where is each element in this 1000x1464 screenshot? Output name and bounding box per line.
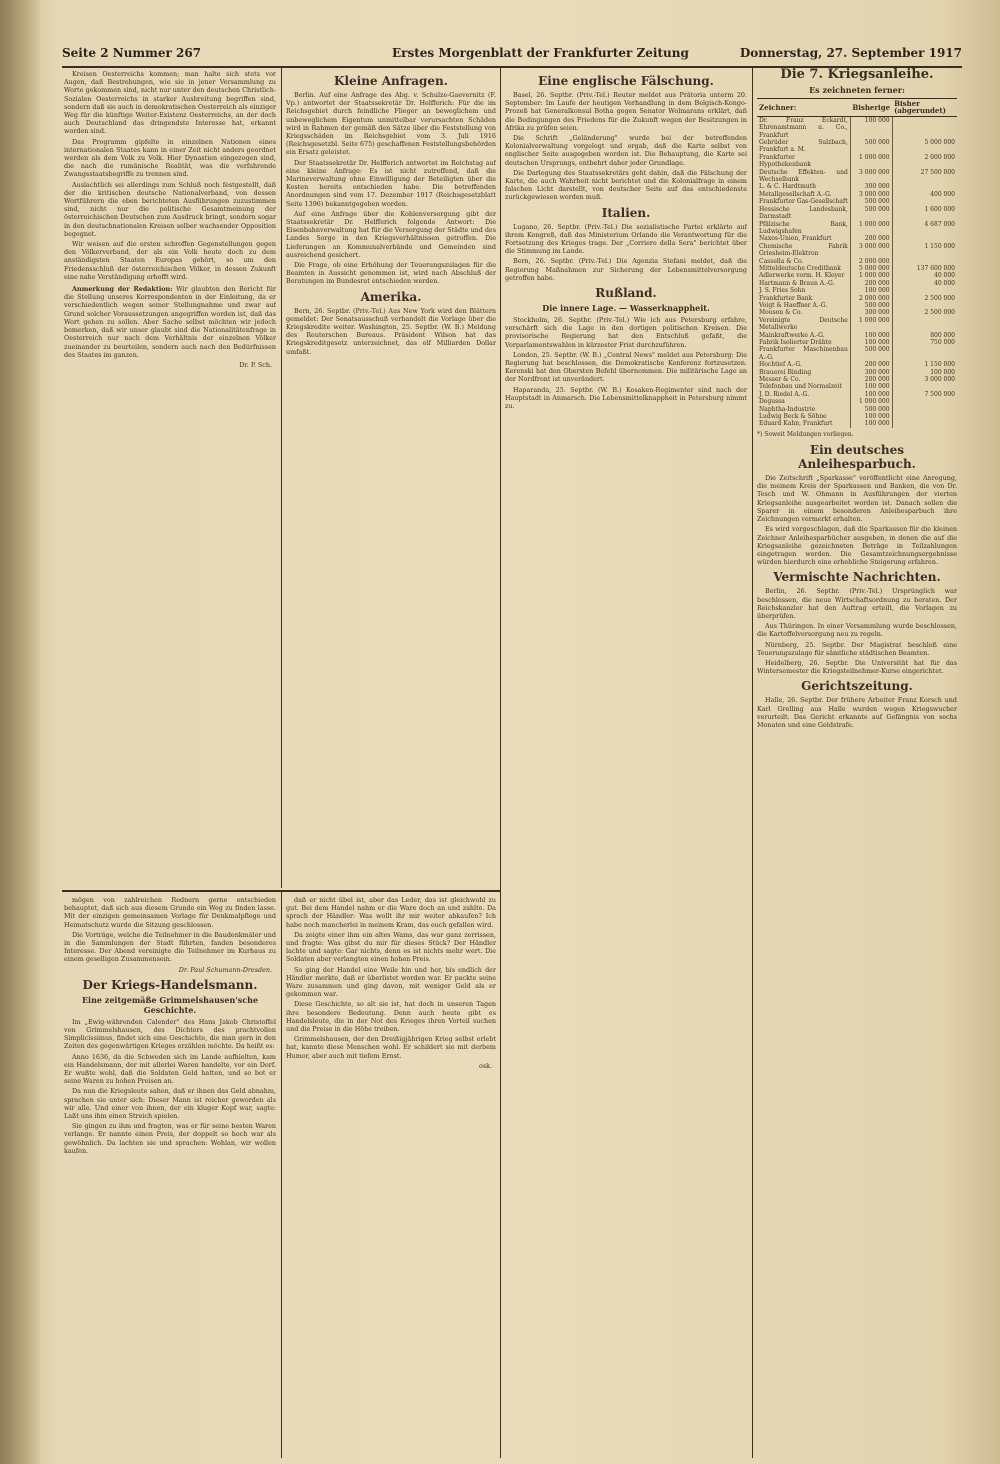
subscription-amount: 300 000	[850, 369, 892, 376]
column-rule	[281, 892, 282, 1458]
subscriber-name: Naphtha-Industrie	[759, 405, 816, 413]
previous-amount: 27 500 000	[892, 169, 957, 184]
subscription-table	[757, 98, 957, 428]
subscription-amount: 200 000	[850, 376, 892, 383]
previous-amount	[892, 413, 957, 420]
previous-amount	[892, 258, 957, 265]
subscriber-name: Degussa	[759, 398, 785, 406]
table-row	[757, 391, 957, 398]
subscription-amount: 500 000	[850, 206, 892, 221]
subscription-amount: 3 000 000	[850, 243, 892, 258]
table-row	[757, 332, 957, 339]
article-paragraph: So ging der Handel eine Weile hin und her, bis endlich der Händler merkte, daß er überlistet worden war. Er packte seine Ware zusammen und ging davon, mit weniger Geld als er gekommen war.	[286, 965, 496, 999]
article-paragraph: Kreisen Oesterreichs kommen; man halte sich stets vor Augen, daß Bestrebungen, wie sie in jener Versammlung zu Worte gekommen sind, nicht nur unter den deutschen Christlich-Sozialen Oesterreichs in starker Ausbreitung begriffen sind, sondern daß sie auch in demokratischen Oesterreich als einziger Weg für die künftige Weiter-Existenz Oesterreichs, an der doch auch Deutschland das dringendste Interesse hat, erkannt worden sind.	[64, 70, 276, 136]
subscription-amount: 100 000	[850, 339, 892, 346]
subscriber-name: Dr. Franz Eckardt, Ehrenamtmann u. Co., Frankfurt	[759, 116, 848, 139]
editorial-note-heading: Anmerkung der Redaktion:	[72, 285, 173, 294]
book-spine	[0, 0, 40, 1464]
article-paragraph: Halle, 26. Septbr. Der frühere Arbeiter Franz Korsch und Karl Grelling aus Halle wurden wegen Kriegswucher verurteilt. Das Gericht erkannte auf Gefängnis von sechs Monaten und eine Geldstrafe.	[757, 696, 957, 729]
subscriber-name: J. S. Fries Sohn	[759, 287, 806, 295]
article-paragraph: Die Vorträge, welche die Teilnehmer in die Baudenkmäler und in die Sammlungen der Stadt führten, fanden besonderes Interesse. Der Abend vereinigte die Teilnehmer im Kurhaus zu einem geselligen Zusammensein.	[64, 930, 276, 964]
table-row	[757, 258, 957, 265]
subscription-amount: 500 000	[850, 406, 892, 413]
article-paragraph: mögen von zahlreichen Rednern gerne entschieden behauptet, daß sich aus diesem Grunde ein Weg zu finden lasse. Mit der einzigen gemeinsamen Vorlage für Denkmalpflege und Heimatschutz wurde die Sitzung geschlossen.	[64, 896, 276, 929]
table-row	[757, 383, 957, 390]
subscriber-name: Frankfurter Maschinenbau A.-G.	[759, 346, 848, 361]
article-paragraph: daß er nicht übel ist, aber das Leder, das ist gleichwohl zu gut. Bei dem Handel nahm er die Ware doch an und zahlte. Da sprach der Händler: Was wollt ihr mir weiter abkaufen? Ich habe noch mancherlei in meinem Kram, das euch gefallen wird.	[286, 896, 496, 929]
subscriber-name: Mitteldeutsche Creditbank	[759, 264, 841, 272]
article-paragraph: London, 25. Septbr. (W. B.) „Central News" meldet aus Petersburg: Die Regierung hat beschlossen, die Demokratische Konferenz fortzusetzen. Kerenski hat den Obersten Befehl übernommen. Die militärische Lage an der Nordfront ist unverändert.	[505, 350, 747, 384]
previous-amount	[892, 116, 957, 139]
table-row	[757, 280, 957, 287]
subscription-amount: 100 000	[850, 383, 892, 390]
article-paragraph: Aus Thüringen. In einer Versammlung wurde beschlossen, die Kartoffelversorgung neu zu regeln.	[757, 622, 957, 639]
subscription-amount: 500 000	[850, 302, 892, 309]
previous-amount	[892, 235, 957, 242]
table-row	[757, 398, 957, 405]
article-paragraph: Bern, 26. Septbr. (Priv.-Tel.) Aus New York wird den Blättern gemeldet: Der Senatsausschuß verhandelt die Vorlage über die Kriegskredite weiter. Washington, 25. Septbr. (W. B.) Meldung des Reuterschen Bureaus. Präsident Wilson hat das Kriegskreditgesetz unterzeichnet, das elf Milliarden Dollar umfaßt.	[286, 306, 496, 356]
column-war-loan	[757, 64, 957, 1456]
article-paragraph: Das Programm gipfelte in einzelnen Nationen eines internationalen Staates kann in einer Zeit nicht anders geordnet werden als dem Volk zu Volk. Hier Dynastien eingezogen sind, die nach die rumänische Realität, was die verfahrende Zwangsstaatsbegriffe zu trennen sind.	[64, 137, 276, 179]
table-row	[757, 154, 957, 169]
previous-amount	[892, 406, 957, 413]
section-title-kriegsanleihe: Die 7. Kriegsanleihe.	[780, 67, 934, 82]
article-paragraph: Grimmelshausen, der den Dreißigjährigen Krieg selbst erlebt hat, kannte diese Menschen wohl. Er schildert sie mit derbem Humor, aber auch mit tiefem Ernst.	[286, 1035, 496, 1060]
subscription-amount: 2 000 000	[850, 258, 892, 265]
subscriber-name: Mainkraftwerke A.-G.	[759, 331, 825, 339]
subscriber-name: Metallgesellschaft A.-G.	[759, 190, 832, 198]
previous-amount	[892, 346, 957, 361]
column-small-inquiries	[286, 70, 496, 886]
previous-amount	[892, 317, 957, 332]
section-title-amerika: Amerika.	[360, 289, 422, 304]
column-austria-article	[64, 70, 276, 886]
article-paragraph: Berlin, 26. Septbr. (Priv.-Tel.) Ursprünglich war beschlossen, die neue Wirtschaftsordnung zu beraten. Der Reichskanzler hat den Auftrag erteilt, die Vorlagen zu überprüfen.	[757, 587, 957, 620]
story-subtitle: Eine zeitgemäße Grimmelshausen'sche Geschichte.	[81, 994, 259, 1015]
header-date: Donnerstag, 27. September 1917	[739, 46, 962, 60]
subsection-title-inner-situation: Die innere Lage. — Wasserknappheit.	[542, 303, 710, 314]
table-row	[757, 272, 957, 279]
section-title-english-forgery: Eine englische Fälschung.	[538, 74, 714, 88]
article-paragraph: Die Darlegung des Staatssekretärs geht dahin, daß die Fälschung der Karte, die auch Wahrheit nicht berichtet und die Kolonialfrage in einem falschen Licht darstellt, von deutscher Seite auf das entschiedenste zurückgewiesen werden muß.	[505, 168, 747, 202]
subscription-amount: 500 000	[850, 346, 892, 361]
table-row	[757, 420, 957, 427]
subscription-amount: 500 000	[850, 198, 892, 205]
subscriber-name: Brauerei Binding	[759, 368, 812, 376]
previous-amount: 4 687 000	[892, 221, 957, 236]
article-paragraph: Lugano, 26. Septbr. (Priv.-Tel.) Die sozialistische Partei erklärte auf ihrem Kongreß, daß das Ministerium Orlando die Verantwortung für die Fortsetzung des Krieges trage. Der „Corriere della Sera" berichtet über die Stimmung im Lande.	[505, 222, 747, 256]
previous-amount: 137 600 000	[892, 265, 957, 272]
editorial-signature: Dr. P. Sch.	[239, 360, 272, 369]
subscriber-name: Cassella & Co.	[759, 257, 804, 265]
subscription-amount: 100 000	[850, 332, 892, 339]
subscription-amount: 100 000	[850, 287, 892, 294]
subscriber-name: Gebrüder Sulzbach, Frankfurt a. M.	[759, 139, 848, 154]
section-title-vermischte: Vermischte Nachrichten.	[773, 570, 941, 585]
previous-amount	[892, 302, 957, 309]
article-paragraph: Heidelberg, 26. Septbr. Die Universität hat für das Wintersemester die Kriegsteilnehmer-Kurse eingerichtet.	[757, 658, 957, 676]
article-paragraph: Stockholm, 26. Septbr. (Priv.-Tel.) Wie ich aus Petersburg erfahre, verschärft sich die Lage in den dortigen politischen Kreisen. Die provisorische Regierung hat den Entschluß gefaßt, die Vorparlamentswahlen in kürzester Frist durchzuführen.	[505, 316, 747, 349]
subscription-amount: 2 000 000	[850, 295, 892, 302]
subscription-amount: 3 000 000	[850, 191, 892, 198]
previous-amount	[892, 420, 957, 427]
previous-amount: 40 000	[892, 272, 957, 279]
previous-amount	[892, 383, 957, 390]
column-feuilleton-continuation	[286, 896, 496, 1456]
article-paragraph: Basel, 26. Septbr. (Priv.-Tel.) Reuter meldet aus Prätoria unterm 20. September: Im Laufe der heutigen Verhandlung in dem Belgisch-Kongo-Prozeß hat Generalkonsul Botha gegen Senator Wolmarans erklärt, daß die Bedingungen des Friedens für die Zukunft wegen der Besitzungen in Afrika zu prüfen seien.	[505, 91, 747, 132]
table-header-amount: Bisherige	[850, 99, 892, 117]
section-title-anleihesparbuch: Ein deutsches Anleihesparbuch.	[798, 443, 916, 472]
column-foreign-news	[505, 70, 747, 1456]
subscriber-name: Pfälzische Bank, Ludwigshafen	[759, 220, 848, 235]
story-signature: osk.	[478, 1061, 492, 1070]
table-row	[757, 221, 957, 236]
section-title-gerichtszeitung: Gerichtszeitung.	[801, 679, 913, 694]
article-paragraph: Auslachtlich sei allerdings zum Schluß noch festgestellt, daß der die kritischen deutsche Nationalverband, von dessen Wortführern die eben berichteten Ausführungen zuzustimmen sind, nicht nur die politische Gesamtmeinung der österreichischen Deutschen zum Ausdruck bringt, sondern sogar in den deutschnationalen Kreisen selber wachsender Opposition begegnet.	[64, 180, 276, 238]
previous-amount: 1 600 000	[892, 206, 957, 221]
subscription-amount: 200 000	[850, 361, 892, 368]
subscription-amount: 100 000	[850, 420, 892, 427]
subscriber-name: Telefonbau und Normalzeit	[759, 383, 842, 391]
table-header-previous: Bisher (abgerundet)	[892, 99, 957, 117]
header-masthead: Erstes Morgenblatt der Frankfurter Zeitung	[392, 46, 689, 60]
previous-amount	[892, 287, 957, 294]
previous-amount: 400 000	[892, 191, 957, 198]
subscriber-name: Frankfurter Gas-Gesellschaft	[759, 198, 848, 206]
subscription-amount: 100 000	[850, 391, 892, 398]
table-row	[757, 406, 957, 413]
article-paragraph: Die Schrift „Geländerung" wurde bei der betreffenden Kolonialverwaltung vorgelegt und ergab, daß die Karte selbst von englischer Seite ausgegeben worden ist. Die Behauptung, die Karte sei deutschen Ursprungs, entbehrt daher jeder Grundlage.	[505, 134, 747, 167]
previous-amount: 40 000	[892, 280, 957, 287]
story-title: Der Kriegs-Handelsmann.	[82, 977, 258, 992]
subscription-amount: 5 000 000	[850, 265, 892, 272]
article-paragraph: Auf eine Anfrage über die Kohlenversorgung gibt der Staatssekretär Dr. Helfferich folgende Antwort: Die Eisenbahnverwaltung hat für die Versorgung der Städte und des Landes Sorge in den Kriegsverhältnissen getroffen. Die Lieferungen an Kommunalverbände und Gemeinden sind ausreichend gesichert.	[286, 209, 496, 259]
article-paragraph: Im „Ewig-währenden Calender" des Hans Jakob Christoffel von Grimmelshausen, des Dichters des prachtvollen Simplicissimus, findet sich eine Geschichte, die man gern in den Zeiten des gegenwärtigen Krieges erzählen möchte. Da heißt es:	[64, 1017, 276, 1051]
column-rule	[500, 68, 501, 1458]
table-row	[757, 183, 957, 190]
column-rule	[281, 68, 282, 888]
subscriber-name: J. D. Riedel A.-G.	[759, 390, 810, 398]
header-page-number: Seite 2 Nummer 267	[62, 46, 202, 60]
table-row	[757, 243, 957, 258]
article-paragraph: Die Zeitschrift „Sparkasse" veröffentlicht eine Anregung, die meinem Kreis der Sparkassen und Banken, die von Dr. Tesch und W. Ohmann in Ausführungen der vierten Kriegsanleihe ausgearbeitet worden ist. Danach sollen die Sparer in einem besonderen Anleihesparbuch ihre Zeichnungen vermerkt erhalten.	[757, 474, 957, 524]
table-row	[757, 413, 957, 420]
article-paragraph: Diese Geschichte, so alt sie ist, hat doch in unseren Tagen ihre besondere Bedeutung. Denn auch heute gibt es Handelsleute, die in der Not des Krieges ihren Vorteil suchen und die Preise in die Höhe treiben.	[286, 1000, 496, 1034]
subscriber-name: Voigt & Haeffner A.-G.	[759, 301, 828, 309]
subscriber-name: Hartmann & Braun A.-G.	[759, 279, 835, 287]
subscription-amount: 1 000 000	[850, 154, 892, 169]
previous-amount: 2 500 000	[892, 295, 957, 302]
article-paragraph: Bern, 26. Septbr. (Priv.-Tel.) Die Agenzia Stefani meldet, daß die Regierung Maßnahmen zur Sicherung der Lebensmittelversorgung getroffen habe.	[505, 257, 747, 282]
table-row	[757, 339, 957, 346]
previous-amount	[892, 398, 957, 405]
subscriber-name: Frankfurter Hypothekenbank	[759, 153, 811, 169]
subscriber-name: Mouson & Co.	[759, 309, 803, 317]
article-paragraph: Anno 1636, da die Schweden sich im Lande aufhielten, kam ein Handelsmann, der mit allerlei Waren handelte, vor ein Dorf. Er wußte wohl, daß die Soldaten Geld hatten, und so bot er seine Waren zu hohen Preisen an.	[64, 1052, 276, 1086]
table-row	[757, 116, 957, 139]
table-row	[757, 235, 957, 242]
table-row	[757, 317, 957, 332]
table-row	[757, 198, 957, 205]
subscription-amount: 1 000 000	[850, 272, 892, 279]
subscriber-name: Ludwig Beck & Söhne	[759, 413, 827, 421]
table-footnote: *) Soweit Meldungen vorliegen.	[757, 430, 854, 438]
table-row	[757, 265, 957, 272]
previous-amount: 100 000	[892, 369, 957, 376]
article-paragraph: Es wird vorgeschlagen, daß die Sparkassen für die kleinen Zeichner Anleihesparbücher ausgeben, in denen die auf die Kriegsanleihe gezeichneten Beträge in Teilzahlungen eingetragen werden. Die Gesamtzeichnungsergebnisse würden hierdurch eine erhebliche Steigerung erfahren.	[757, 525, 957, 567]
previous-amount: 750 000	[892, 339, 957, 346]
subscriber-name: Fabrik Isolierter Drähte	[759, 339, 832, 346]
subscriber-name: Hochtief A.-G.	[759, 361, 802, 369]
previous-amount: 3 000 000	[892, 376, 957, 383]
table-row	[757, 309, 957, 316]
article-paragraph: Da zeigte einer ihm ein altes Wams, das war ganz zerrissen, und fragte: Was gibst du mir für dieses Stück? Der Händler lachte und sagte: Gar nichts, denn es ist nichts mehr wert. Die Soldaten aber verlangten einen hohen Preis.	[286, 930, 496, 964]
subscription-amount: 1 000 000	[850, 398, 892, 405]
table-row	[757, 295, 957, 302]
subscriber-name: Naxos-Union, Frankfurt	[759, 235, 832, 243]
previous-amount: 2 500 000	[892, 309, 957, 316]
subscription-amount: 200 000	[850, 235, 892, 242]
table-row	[757, 361, 957, 368]
column-rule	[752, 68, 753, 1458]
subscriber-name: Frankfurter Bank	[759, 294, 813, 302]
subscriber-name: L. & C. Hardtmuth	[759, 183, 816, 191]
subscription-subtitle: Es zeichneten ferner:	[809, 85, 905, 95]
subscription-amount: 300 000	[850, 309, 892, 316]
section-title-russland: Rußland.	[595, 286, 657, 301]
table-row	[757, 376, 957, 383]
subscription-amount: 100 000	[850, 413, 892, 420]
article-paragraph: Die Frage, ob eine Erhöhung der Teuerungszulagen für die Beamten in Aussicht genommen ist, wird nach Abschluß der Beratungen im Bundesrat entschieden werden.	[286, 261, 496, 286]
subscriber-name: Deutsche Effekten- und Wechselbank	[759, 168, 848, 184]
subscriber-name: Messer & Co.	[759, 376, 801, 384]
editorial-note-text: Wir glaubten den Bericht für die Stellung unseres Korrespondenten in der Einleitung, da er verschiedentlich wegen seiner Stellungnahme und zwar auf Grund solcher Voraussetzungen angegriffen worden ist, daß das Wort gehen zu sollen. Aber Sache selbst möchten wir jedoch bemerken, daß wir unser glaubt sind die Nationalitätenfrage in Oesterreich nur nach dem Verhältnis der einzelnen Völker zueinander zu beurteilen, sondern auch nach den Bedürfnissen des Staates im ganzen.	[64, 285, 276, 359]
author-byline: Dr. Paul Schumann-Dresden.	[178, 965, 272, 974]
table-row	[757, 206, 957, 221]
article-paragraph: Sie gingen zu ihm und fragten, was er für seine besten Waren verlange. Er nannte einen Preis, der doppelt so hoch war als gewöhnlich. Da lachten sie und sprachen: Wohlan, wir wollen kaufen.	[64, 1122, 276, 1155]
table-row	[757, 139, 957, 154]
table-row	[757, 287, 957, 294]
previous-amount: 2 000 000	[892, 154, 957, 169]
article-paragraph: Nürnberg, 25. Septbr. Der Magistrat beschloß eine Teuerungszulage für sämtliche städtischen Beamten.	[757, 640, 957, 657]
article-paragraph: Da nun die Kriegsleute sahen, daß er ihnen das Geld abnahm, sprachen sie unter sich: Dieser Mann ist reicher geworden als wir alle. Und einer von ihnen, der ein kluger Kopf war, sagte: Laßt uns ihm einen Streich spielen.	[64, 1087, 276, 1121]
table-row	[757, 191, 957, 198]
previous-amount	[892, 183, 957, 190]
subscription-amount: 300 000	[850, 183, 892, 190]
previous-amount: 5 000 000	[892, 139, 957, 154]
previous-amount: 7 500 000	[892, 391, 957, 398]
section-title-kleine-anfragen: Kleine Anfragen.	[334, 74, 448, 88]
table-row	[757, 346, 957, 361]
subscriber-name: Adlerwerke vorm. H. Kleyer	[759, 272, 845, 280]
article-paragraph: Der Staatssekretär Dr. Helfferich antwortet im Reichstag auf eine kleine Anfrage: Es ist nicht zutreffend, daß die Marineverwaltung ohne Einwilligung der Beteiligten über die Kosten bereits entschieden habe. Die betreffenden Anordnungen sind vom 17. Dezember 1917 (Reichsgesetzblatt Seite 1396) bekanntgegeben worden.	[286, 158, 496, 208]
subscription-amount: 1 000 000	[850, 317, 892, 332]
table-header-subscriber: Zeichner:	[757, 99, 850, 117]
subscription-amount: 500 000	[850, 139, 892, 154]
previous-amount: 800 000	[892, 332, 957, 339]
subscriber-name: Chemische Fabrik Griesheim-Elektron	[759, 242, 848, 258]
previous-amount: 1 150 000	[892, 243, 957, 258]
table-row	[757, 302, 957, 309]
subscription-amount: 1 000 000	[850, 221, 892, 236]
article-paragraph: Haparanda, 25. Septbr. (W. B.) Kosaken-Regimenter sind nach der Hauptstadt in Anmarsch. Die Lebensmittelknappheit in Petersburg nimmt zu.	[505, 385, 747, 411]
column-feuilleton-story	[64, 896, 276, 1456]
subscriber-name: Eduard Kahn, Frankfurt	[759, 420, 833, 428]
subscriber-name: Vereinigte Deutsche Metallwerke	[759, 316, 848, 332]
article-paragraph: Berlin. Auf eine Anfrage des Abg. v. Schulze-Gaevernitz (F. Vp.) antwortet der Staatssekretär Dr. Helfferich: Für die im Reichsgebiet durch feindliche Flieger an beweglichem und unbeweglichem Eigentum unmittelbar verursachten Schäden wird in Rahmen der gemäß den Sätze über die Feststellung von Kriegsschäden im Reichsgebiet vom 3. Juli 1916 (Reichsgesetzbl. Seite 675) geschaffenen Feststellungsbehörden ein Ersatz geleistet.	[286, 91, 496, 157]
section-title-italien: Italien.	[601, 205, 651, 220]
previous-amount	[892, 198, 957, 205]
table-row	[757, 369, 957, 376]
subscription-amount: 200 000	[850, 280, 892, 287]
previous-amount: 1 150 000	[892, 361, 957, 368]
subscription-amount: 3 000 000	[850, 169, 892, 184]
subscriber-name: Hessische Landesbank, Darmstadt	[759, 205, 848, 221]
article-paragraph: Wir weisen auf die ersten schroffen Gegenstellungen gegen den Völkerverband, der als ein Volk heute doch zu dem anständigsten Staaten Europas gehört, so um den Friedensschluß der österreichischen Völker, in dessen Zukunft eine nahe Verständigung erhofft wird.	[64, 240, 276, 281]
table-row	[757, 169, 957, 184]
subscription-amount: 100 000	[850, 116, 892, 139]
